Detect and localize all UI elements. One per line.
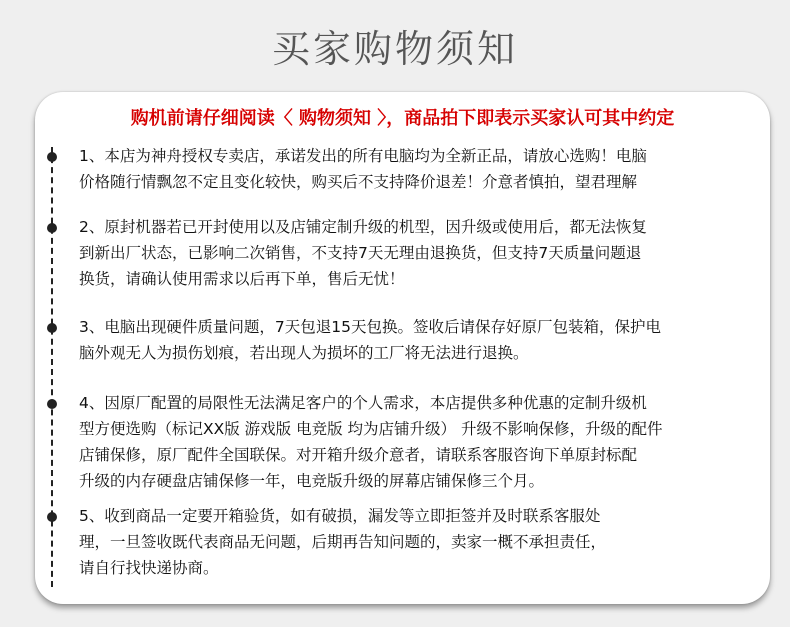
item-line: 理，一旦签收既代表商品无问题，后期再告知问题的，卖家一概不承担责任， <box>79 533 607 551</box>
bullet-dot <box>47 399 57 409</box>
item-line: 型方便选购（标记XX版 游戏版 电竞版 均为店铺升级） 升级不影响保修，升级的配件 <box>79 420 663 438</box>
page-title: 买家购物须知 <box>271 27 518 71</box>
notice-item-1 <box>79 143 755 195</box>
notice-card <box>35 92 770 604</box>
item-line: 脑外观无人为损伤划痕，若出现人为损坏的工厂将无法进行退换。 <box>79 344 529 362</box>
item-line: 请自行找快递协商。 <box>79 559 219 577</box>
item-line: 1、本店为神舟授权专卖店，承诺发出的所有电脑均为全新正品，请放心选购！电脑 <box>79 147 647 165</box>
bullet-dot <box>47 223 57 233</box>
item-line: 价格随行情飘忽不定且变化较快，购买后不支持降价退差！介意者慎拍，望君理解 <box>79 173 638 191</box>
notice-item-2 <box>79 214 755 292</box>
bullet-dot <box>47 152 57 162</box>
item-line: 5、收到商品一定要开箱验货，如有破损，漏发等立即拒签并及时联系客服处 <box>79 507 601 525</box>
item-line: 到新出厂状态，已影响二次销售，不支持7天无理由退换货，但支持7天质量问题退 <box>79 244 642 262</box>
bullet-dot <box>47 323 57 333</box>
item-line: 4、因原厂配置的局限性无法满足客户的个人需求，本店提供多种优惠的定制升级机 <box>79 394 647 412</box>
item-line: 升级的内存硬盘店铺保修一年，电竞版升级的屏幕店铺保修三个月。 <box>79 472 545 490</box>
notice-item-4 <box>79 390 755 494</box>
notice-headline: 购机前请仔细阅读〈 购物须知 〉，商品拍下即表示买家认可其中约定 <box>130 108 675 129</box>
item-line: 3、电脑出现硬件质量问题，7天包退15天包换。签收后请保存好原厂包装箱，保护电 <box>79 318 661 336</box>
item-line: 换货，请确认使用需求以后再下单，售后无忧！ <box>79 270 405 288</box>
notice-item-3 <box>79 314 755 366</box>
bullet-dot <box>47 512 57 522</box>
item-line: 店铺保修，原厂配件全国联保。对开箱升级介意者，请联系客服咨询下单原封标配 <box>79 446 638 464</box>
notice-item-5 <box>79 503 755 581</box>
item-line: 2、原封机器若已开封使用以及店铺定制升级的机型，因升级或使用后，都无法恢复 <box>79 218 647 236</box>
